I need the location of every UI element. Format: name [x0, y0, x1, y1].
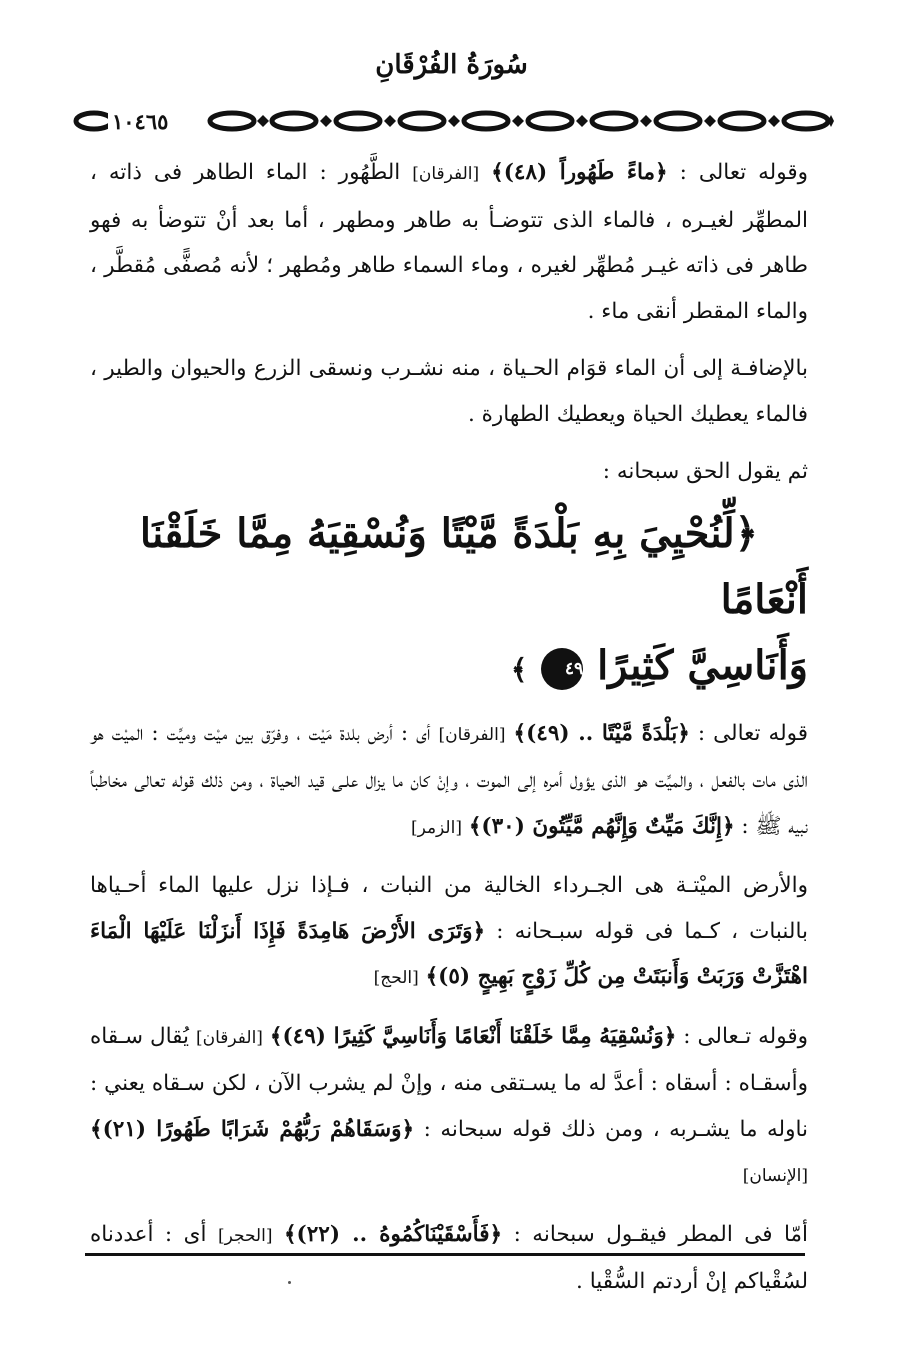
surah-reference: [الزمر]: [410, 817, 462, 838]
quran-citation: ﴿فَأَسْقَيْنَاكُمُوهُ .. (٢٢)﴾: [283, 1221, 503, 1247]
page-number: ١٠٤٦٥: [108, 110, 172, 134]
paragraph-giving-drink: [90, 1014, 808, 1200]
quran-citation: ﴿إِنَّكَ مَيِّتٌ وَإِنَّهُم مَّيِّتُونَ (٣٠)﴾: [468, 813, 735, 839]
paragraph-rain: [90, 1212, 808, 1305]
surah-reference: [الفرقان]: [412, 164, 480, 184]
paragraph-text: أى : أعددناه لسُقْياكم إنْ أردتم السُّقْيا .: [90, 1221, 808, 1294]
paragraph-barren-land: [90, 863, 808, 1002]
verse-closing-bracket: ﴾: [510, 652, 528, 686]
paragraph-text: والأرض الميْتـة هى الجـرداء الخالية من النبات ، فـإذا نزل عليها الماء أحـياها بالنبات ، كـما فى قوله سبـحانه :: [90, 873, 808, 944]
paragraph-intro: قوله تعالى :: [697, 720, 808, 746]
ornamental-chain-border: [72, 106, 834, 136]
text-body: [90, 150, 808, 1305]
surah-reference: [الحج]: [373, 968, 419, 988]
paragraph-text: أى : أرض بلدة مَيْت ، وفرّق بين ميْت وميِّت : الميْت هو الذى مات بالفعل ، والميِّت هو الذى يؤول أمره إلى الموت ، وإنْ كان ما يزال علـى قيد الحياة ، ومن ذلك قوله تعالى مخاطباً نبيه ﷺ :: [90, 720, 808, 839]
print-speck: [288, 1281, 291, 1284]
paragraph-text: يُقال سـقاه وأسقـاه : أسقاه : أعدَّ له ما يسـتقى منه ، وإنْ لم يشرب الآن ، لكن سـقاه يعني : ناوله ما يشـربه ، ومن ذلك قوله سبحانه :: [90, 1023, 809, 1142]
paragraph-intro: أمّا فى المطر فيقـول سبحانه :: [513, 1221, 809, 1247]
surah-title: سُورَةُ الفُرْقَانِ: [375, 50, 528, 80]
featured-verse: [90, 501, 808, 703]
surah-reference: [الفرقان]: [195, 1027, 263, 1048]
paragraph-intro: وقوله تعالى :: [679, 160, 808, 185]
verse-line-1: ﴿لِّنُحْيِيَ بِهِ بَلْدَةً مَّيْتًا وَنُسْقِيَهُ مِمَّا خَلَقْنَا أَنْعَامًا: [139, 509, 808, 623]
paragraph-text: الطَّهُور : الماء الطاهر فى ذاته ، المطهِّر لغيـره ، فالماء الذى تتوضـأ به طاهر ومطهر ، أما بعد أنْ تتوضأ به فهو طاهر فى ذاته غيـر مُطهِّر لغيره ، وماء السماء طاهر ومُطهر ؛ لأنه مُصفًّى مُقطَّر ، والماء المقطر أنقى ماء .: [90, 160, 808, 324]
paragraph-water-life: بالإضافـة إلى أن الماء قوَام الحـياة ، منه نشـرب ونسقى الزرع والحيوان والطير ، فالماء يعطيك الحياة ويعطيك الطهارة .: [90, 356, 808, 427]
quran-citation: ﴿وَنُسْقِيَهُ مِمَّا خَلَقْنَا أَنْعَامًا وَأَنَاسِيَّ كَثِيرًا (٤٩)﴾: [269, 1023, 677, 1049]
paragraph-transition: ثم يقول الحق سبحانه :: [602, 459, 808, 484]
paragraph-taahur: [90, 150, 808, 334]
surah-reference: [الإنسان]: [742, 1166, 808, 1186]
paragraph-intro: وقوله تـعالى :: [683, 1023, 808, 1049]
verse-line-2: [90, 633, 808, 703]
surah-reference: [الحجر]: [217, 1225, 273, 1246]
verse-line-2-text: وَأَنَاسِيَّ كَثِيرًا: [597, 641, 808, 689]
ayah-number-medallion: ٤٩: [541, 648, 583, 690]
paragraph-dead-land: [90, 711, 808, 852]
quran-citation: ﴿وَتَرَى الأَرْضَ هَامِدَةً فَإِذَا أَنزَلْنَا عَلَيْهَا الْمَاءَ اهْتَزَّتْ وَرَبَتْ وَأَنبَتَتْ مِن كُلِّ زَوْجٍ بَهِيجٍ (٥)﴾: [90, 918, 808, 989]
quran-citation: ﴿وَسَقَاهُمْ رَبُّهُمْ شَرَابًا طَهُورًا (٢١)﴾: [90, 1116, 415, 1142]
quran-citation: ﴿ماءً طَهُوراً (٤٨)﴾: [491, 160, 668, 185]
surah-reference: [الفرقان]: [438, 724, 506, 745]
bottom-divider: [85, 1253, 805, 1256]
quran-citation: ﴿بَلْدَةً مَّيْتًا .. (٤٩)﴾: [513, 720, 690, 746]
